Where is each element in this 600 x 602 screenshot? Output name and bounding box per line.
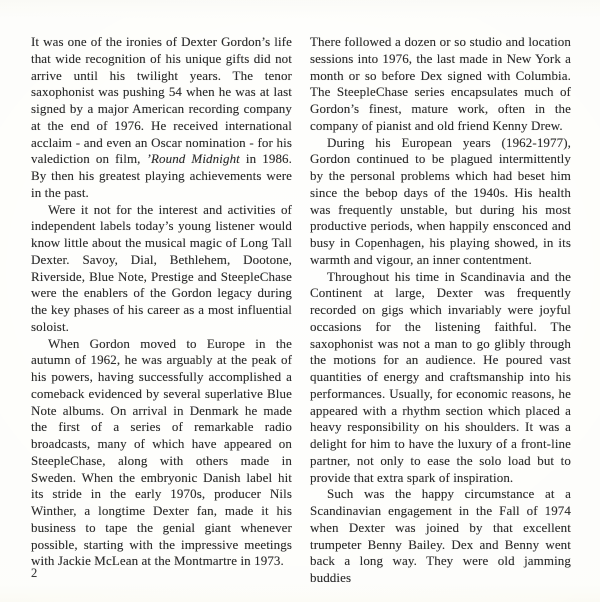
paragraph: During his European years (1962-1977), Gordon continued to be plagued intermittently by the personal problems which had beset him since the bebop days of the 1940s. His health was frequently unstable, but during his most productive periods, when happily ensconced and busy in Copenhagen, his playing showed, in its warmth and vigour, an inner contentment.: [310, 134, 571, 267]
paragraph: There followed a dozen or so studio and location sessions into 1976, the last made in New York a month or so before Dex signed with Columbia. The SteepleChase series encapsulates much of Gordon’s finest, mature work, often in the company of pianist and old friend Kenny Drew.: [310, 34, 571, 133]
page-number: 2: [31, 566, 38, 580]
paragraph: When Gordon moved to Europe in the autumn of 1962, he was arguably at the peak of his powers, having successfully accomplished a comeback evidenced by several superlative Blue Note albums. On arrival in Denmark he made the first of a series of remarkable radio broadcasts, many of which have appeared on SteepleChase, along with others made in Sweden. When the embryonic Danish label hit its stride in the early 1970s, producer Nils Winther, a longtime Dexter fan, made it his business to tape the genial giant whenever possible, starting with the impressive meetings with Jackie McLean at the Montmartre in 1973.: [31, 335, 292, 569]
paragraph-text: in 1986. By then his greatest playing achievements were in the past.: [31, 151, 292, 200]
paragraph: Such was the happy circumstance at a Scandinavian engagement in the Fall of 1974 when Dexter was joined by that excellent trumpeter Benny Bailey. Dex and Benny went back a long way. They were old jamming buddies: [310, 486, 571, 585]
paragraph-text: It was one of the ironies of Dexter Gordon’s life that wide recognition of his unique gifts did not arrive until his twilight years. The tenor saxophonist was pushing 54 when he was at last signed by a major American recording company at the end of 1976. He received international acclaim - and even an Oscar nomination - for his valediction on film,: [31, 34, 292, 167]
paragraph: [31, 34, 292, 202]
right-column: [310, 34, 571, 587]
film-title-italic: ’Round Midnight: [146, 151, 240, 167]
left-column: [31, 34, 292, 587]
text-columns: [31, 34, 572, 587]
paragraph: Were it not for the interest and activities of independent labels today’s young listener would know little about the musical magic of Long Tall Dexter. Savoy, Dial, Bethlehem, Dootone, Riverside, Blue Note, Prestige and SteepleChase were the enablers of the Gordon legacy during the key phases of his career as a most influential soloist.: [31, 201, 292, 334]
paragraph: Throughout his time in Scandinavia and the Continent at large, Dexter was frequently recorded on gigs which invariably were joyful occasions for the listening faithful. The saxophonist was not a man to go glibly through the motions for an audience. He poured vast quantities of energy and craftsmanship into his performances. Usually, for economic reasons, he appeared with a rhythm section which placed a heavy responsibility on his shoulders. It was a delight for him to have the luxury of a front-line partner, not only to ease the solo load but to provide that extra spark of inspiration.: [310, 268, 571, 485]
